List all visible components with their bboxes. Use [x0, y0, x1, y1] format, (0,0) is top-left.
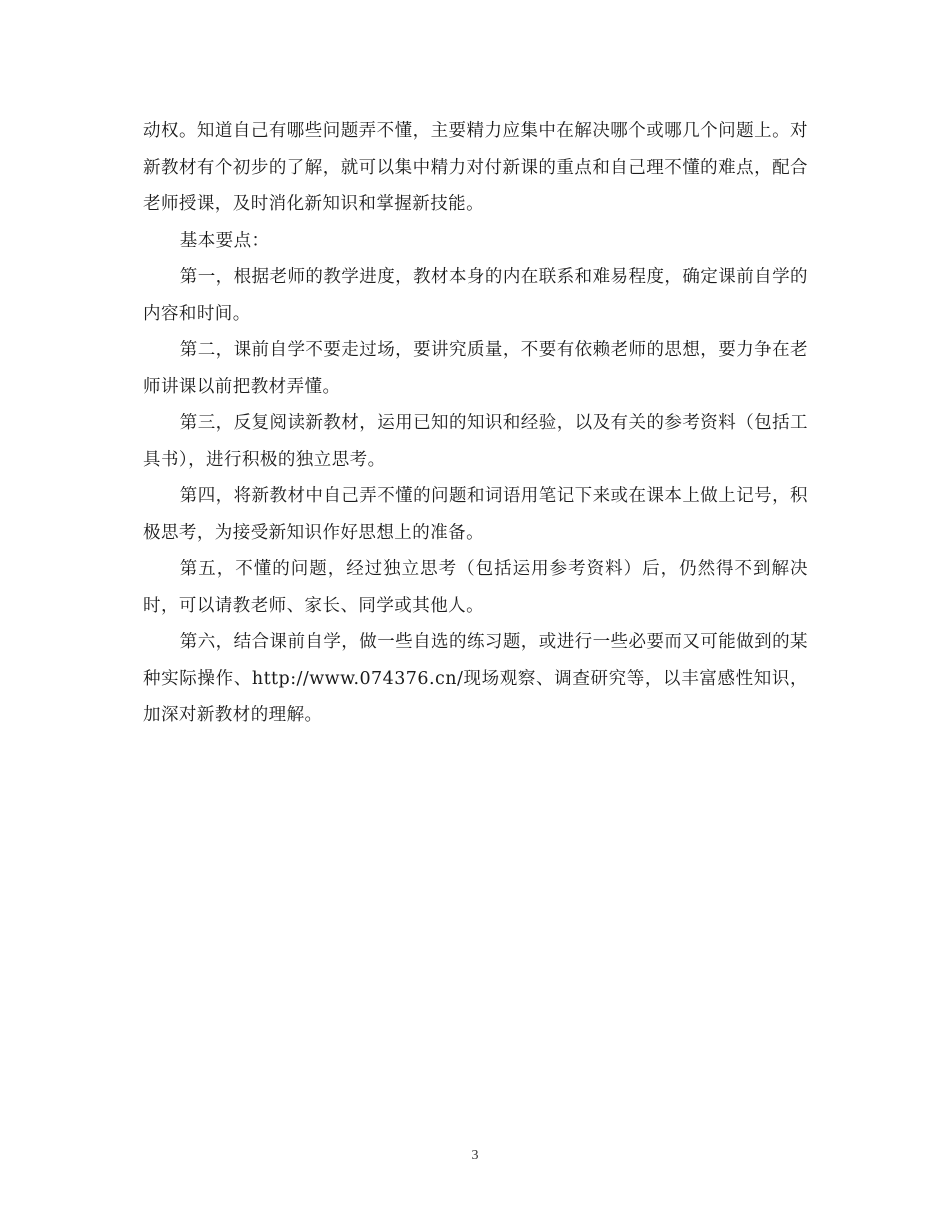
page-number: 3 [471, 1148, 479, 1163]
paragraph-continuation: 动权。知道自己有哪些问题弄不懂，主要精力应集中在解决哪个或哪几个问题上。对新教材有个初步的了解，就可以集中精力对付新课的重点和自己理不懂的难点，配合老师授课，及时消化新知识和掌握新技能。 [143, 121, 808, 214]
paragraph-point-4: 第四，将新教材中自己弄不懂的问题和词语用笔记下来或在课本上做上记号，积极思考，为接受新知识作好思想上的准备。 [143, 486, 808, 543]
document-body [143, 113, 808, 734]
paragraph-point-2: 第二，课前自学不要走过场，要讲究质量，不要有依赖老师的思想，要力争在老师讲课以前把教材弄懂。 [143, 340, 808, 397]
paragraph-point-3: 第三，反复阅读新教材，运用已知的知识和经验，以及有关的参考资料（包括工具书），进行积极的独立思考。 [143, 413, 808, 470]
paragraph-point-1: 第一，根据老师的教学进度，教材本身的内在联系和难易程度，确定课前自学的内容和时间。 [143, 267, 808, 324]
paragraph-point-5: 第五，不懂的问题，经过独立思考（包括运用参考资料）后，仍然得不到解决时，可以请教老师、家长、同学或其他人。 [143, 559, 808, 616]
paragraph-point-6: 第六，结合课前自学，做一些自选的练习题，或进行一些必要而又可能做到的某种实际操作、http://www.074376.cn/现场观察、调查研究等，以丰富感性知识，加深对新教材的理解。 [143, 632, 808, 725]
paragraph-key-points-heading: 基本要点： [179, 230, 270, 251]
